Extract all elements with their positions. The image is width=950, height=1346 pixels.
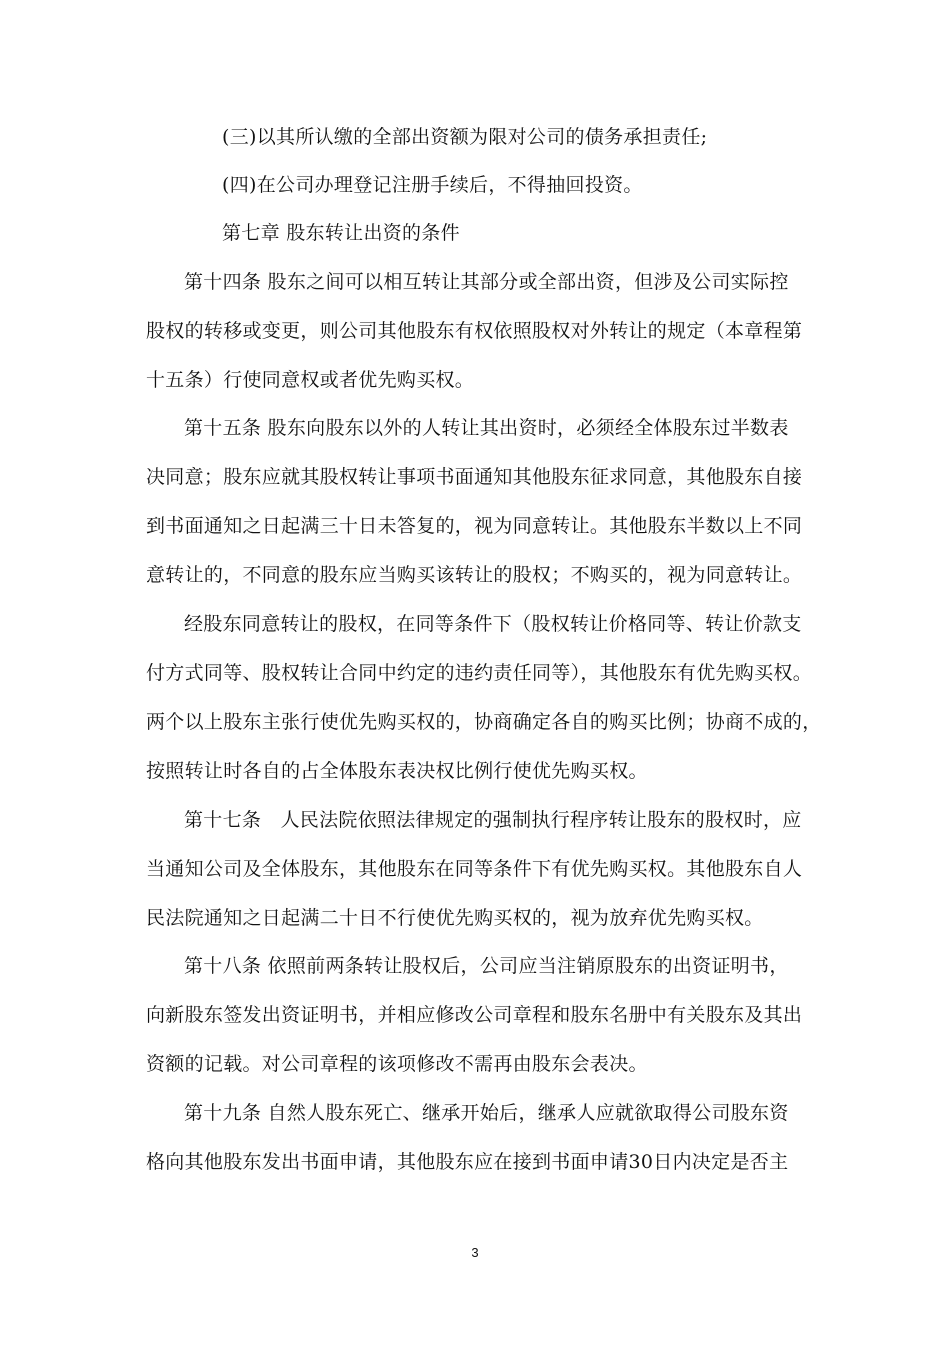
text-line: 向新股东签发出资证明书，并相应修改公司章程和股东名册中有关股东及其出	[146, 1004, 803, 1026]
text-line: 第十八条 依照前两条转让股权后，公司应当注销原股东的出资证明书，	[184, 955, 789, 977]
text-line: 两个以上股东主张行使优先购买权的，协商确定各自的购买比例；协商不成的，	[146, 711, 822, 733]
text-line: 股权的转移或变更，则公司其他股东有权依照股权对外转让的规定（本章程第	[146, 320, 803, 342]
text-line: 按照转让时各自的占全体股东表决权比例行使优先购买权。	[146, 760, 648, 782]
text-line: 意转让的，不同意的股东应当购买该转让的股权；不购买的，视为同意转让。	[146, 564, 803, 586]
text-line: 第十四条 股东之间可以相互转让其部分或全部出资，但涉及公司实际控	[184, 271, 789, 293]
text-line: 第十九条 自然人股东死亡、继承开始后，继承人应就欲取得公司股东资	[184, 1102, 789, 1124]
text-line: 第十七条 人民法院依照法律规定的强制执行程序转让股东的股权时，应	[184, 809, 802, 831]
text-line: 资额的记载。对公司章程的该项修改不需再由股东会表决。	[146, 1053, 648, 1075]
text-line: 付方式同等、股权转让合同中约定的违约责任同等），其他股东有优先购买权。	[146, 662, 813, 684]
text-line: (四)在公司办理登记注册手续后，不得抽回投资。	[222, 174, 643, 196]
text-line: (三)以其所认缴的全部出资额为限对公司的债务承担责任;	[222, 126, 708, 148]
text-line: 当通知公司及全体股东，其他股东在同等条件下有优先购买权。其他股东自人	[146, 858, 803, 880]
text-line: 十五条）行使同意权或者优先购买权。	[146, 369, 475, 391]
text-line: 经股东同意转让的股权，在同等条件下（股权转让价格同等、转让价款支	[184, 613, 802, 635]
text-line: 民法院通知之日起满二十日不行使优先购买权的，视为放弃优先购买权。	[146, 907, 764, 929]
chapter-heading: 第七章 股东转让出资的条件	[222, 222, 460, 244]
text-line: 决同意；股东应就其股权转让事项书面通知其他股东征求同意，其他股东自接	[146, 466, 803, 488]
text-line: 第十五条 股东向股东以外的人转让其出资时，必须经全体股东过半数表	[184, 417, 789, 439]
page-number: 3	[471, 1245, 479, 1260]
text-line: 格向其他股东发出书面申请，其他股东应在接到书面申请30日内决定是否主	[146, 1151, 789, 1173]
text-line: 到书面通知之日起满三十日未答复的，视为同意转让。其他股东半数以上不同	[146, 515, 803, 537]
